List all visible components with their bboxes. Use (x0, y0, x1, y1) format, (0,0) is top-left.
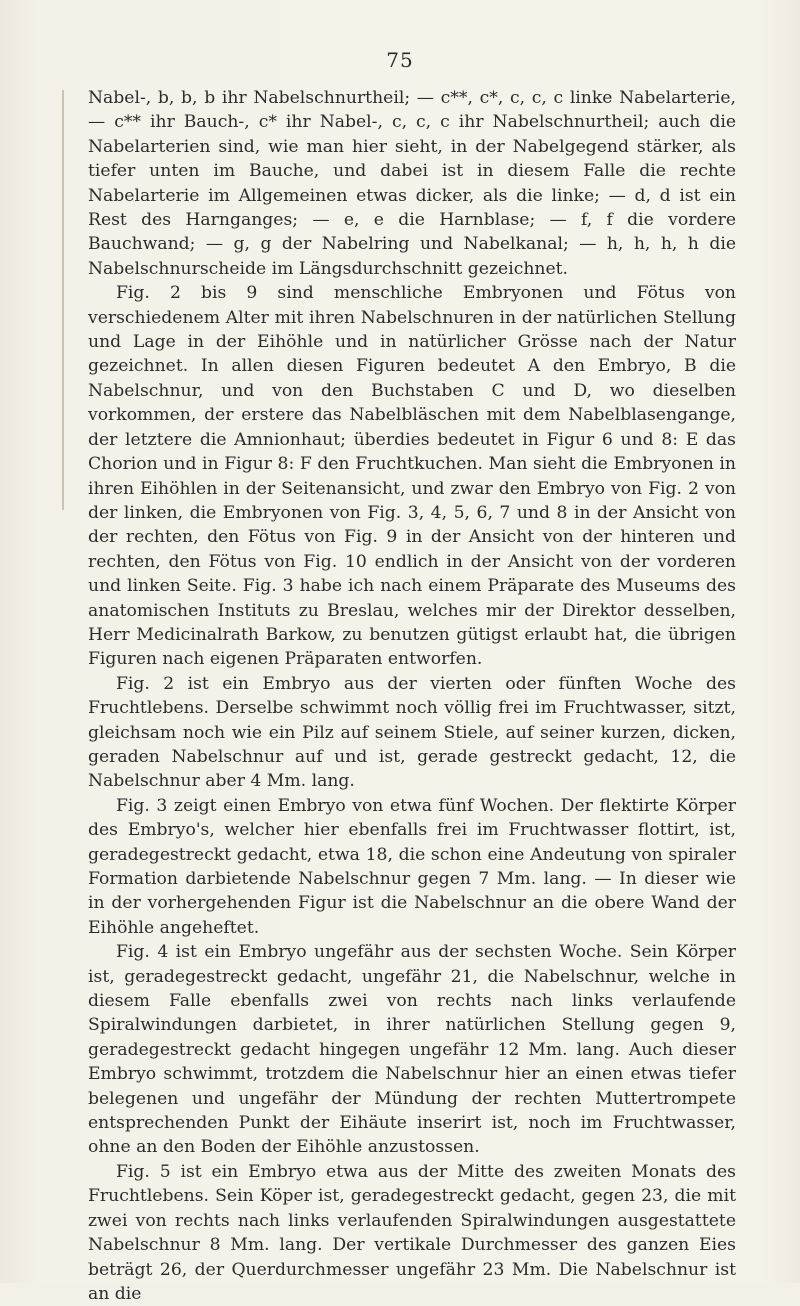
paragraph: Nabel-, b, b, b ihr Nabelschnurtheil; — c**, c*, c, c, c linke Nabelarterie, — c** ihr Bauch-, c* ihr Nabel-, c, c, c ihr Nabelschnurtheil; auch die Nabelarterien sind, wie man hier sieht, in der Nabelgegend stärker, als tiefer unten im Bauche, und dabei ist in diesem Falle die rechte Nabelarterie im Allgemeinen etwas dicker, als die linke; — d, d ist ein Rest des Harnganges; — e, e die Harnblase; — f, f die vordere Bauchwand; — g, g der Nabelring und Nabelkanal; — h, h, h, h die Nabelschnurscheide im Längsdurchschnitt gezeichnet. (88, 88, 736, 279)
paragraph: Fig. 5 ist ein Embryo etwa aus der Mitte des zweiten Monats des Fruchtlebens. Sein Köper ist, geradegestreckt gedacht, gegen 23, die mit zwei von rechts nach links verlaufenden Spiralwindungen ausgestattete Nabelschnur 8 Mm. lang. Der vertikale Durchmesser des ganzen Eies beträgt 26, der Querdurchmesser ungefähr 23 Mm. Die Nabelschnur ist an die (88, 1161, 736, 1304)
paragraph: Fig. 4 ist ein Embryo ungefähr aus der sechsten Woche. Sein Körper ist, geradegestreckt gedacht, ungefähr 21, die Nabelschnur, welche in diesem Falle ebenfalls zwei von rechts nach links verlaufende Spiralwindungen darbietet, in ihrer natürlichen Stellung gegen 9, geradegestreckt gedacht hingegen ungefähr 12 Mm. lang. Auch dieser Embryo schwimmt, trotzdem die Nabelschnur hier an einen etwas tiefer belegenen und ungefähr der Mündung der rechten Muttertrompete entsprechenden Punkt der Eihäute inserirt ist, noch im Fruchtwasser, ohne an den Boden der Eihöhle anzustossen. (88, 942, 736, 1158)
margin-rule (62, 90, 64, 510)
paragraph: Fig. 3 zeigt einen Embryo von etwa fünf Wochen. Der flektirte Körper des Embryo's, welcher hier ebenfalls frei im Fruchtwasser flottirt, ist, geradegestreckt gedacht, etwa 18, die schon eine Andeutung von spiraler Formation darbietende Nabelschnur gegen 7 Mm. lang. — In dieser wie in der vorhergehenden Figur ist die Nabelschnur an die obere Wand der Eihöhle angeheftet. (88, 795, 736, 938)
paragraph: Fig. 2 bis 9 sind menschliche Embryonen und Fötus von verschiedenem Alter mit ihren Nabelschnuren in der natürlichen Stellung und Lage in der Eihöhle und in natürlicher Grösse nach der Natur gezeichnet. In allen diesen Figuren bedeutet A den Embryo, B die Nabelschnur, und von den Buchstaben C und D, wo dieselben vorkommen, der erstere das Nabelbläschen mit dem Nabelblasengange, der letztere die Amnionhaut; überdies bedeutet in Figur 6 und 8: E das Chorion und in Figur 8: F den Fruchtkuchen. Man sieht die Embryonen in ihren Eihöhlen in der Seitenansicht, und zwar den Embryo von Fig. 2 von der linken, die Embryonen von Fig. 3, 4, 5, 6, 7 und 8 in der Ansicht von der rechten, den Fötus von Fig. 9 in der Ansicht von der hinteren und rechten, den Fötus von Fig. 10 endlich in der Ansicht von der vorderen und linken Seite. Fig. 3 habe ich nach einem Präparate des Museums des anatomischen Instituts zu Breslau, welches mir der Direktor desselben, Herr Medicinalrath Barkow, zu benutzen gütigst erlaubt hat, die übrigen Figuren nach eigenen Präparaten entworfen. (88, 283, 736, 670)
paragraph: Fig. 2 ist ein Embryo aus der vierten oder fünften Woche des Fruchtlebens. Derselbe schwimmt noch völlig frei im Fruchtwasser, sitzt, gleichsam noch wie ein Pilz auf seinem Stiele, auf seiner kurzen, dicken, geraden Nabelschnur auf und ist, gerade gestreckt gedacht, 12, die Nabelschnur aber 4 Mm. lang. (88, 673, 736, 792)
body-text (88, 86, 736, 1306)
page-number: 75 (386, 48, 414, 72)
